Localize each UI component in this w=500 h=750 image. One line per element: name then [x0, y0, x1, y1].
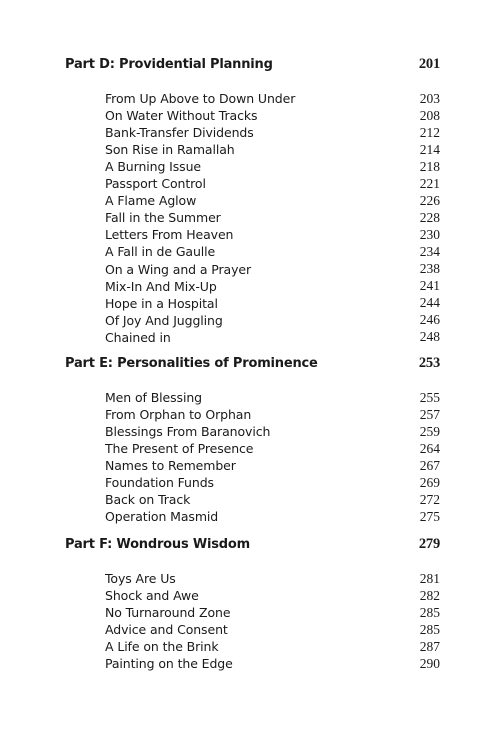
toc-entry: [105, 440, 440, 457]
entry-page-number: 203: [419, 90, 440, 106]
toc-entry: [105, 261, 440, 278]
toc-entry: [105, 638, 440, 655]
part-title: Part F: Wondrous Wisdom: [65, 536, 250, 552]
entry-page-number: 275: [419, 508, 440, 524]
toc-entry: [105, 406, 440, 423]
entry-title: A Life on the Brink: [105, 639, 219, 655]
part-page-number: 201: [418, 55, 440, 72]
entry-title: Blessings From Baranovich: [105, 424, 271, 440]
toc-entry: [105, 141, 440, 158]
entry-page-number: 255: [419, 389, 440, 405]
entry-page-number: 241: [419, 278, 440, 294]
entry-title: Letters From Heaven: [105, 227, 234, 243]
entry-page-number: 285: [419, 621, 440, 637]
toc-entry: [105, 295, 440, 312]
toc-entry: [105, 243, 440, 260]
entry-page-number: 208: [419, 107, 440, 123]
toc-entry: [105, 570, 440, 587]
toc-entry: [105, 423, 440, 440]
toc-entry: [105, 491, 440, 508]
entry-page-number: 287: [419, 638, 440, 654]
entry-title: Of Joy And Juggling: [105, 312, 223, 328]
toc-entry: [105, 90, 440, 107]
entry-title: Chained in: [105, 329, 171, 345]
entry-page-number: 218: [419, 158, 440, 174]
entry-page-number: 269: [419, 474, 440, 490]
entry-page-number: 221: [419, 175, 440, 191]
part-title: Part E: Personalities of Prominence: [65, 355, 318, 371]
entry-page-number: 238: [419, 261, 440, 276]
entry-page-number: 214: [419, 141, 440, 157]
entry-page-number: 226: [419, 192, 440, 208]
part-page-number: 279: [418, 535, 440, 552]
entry-title: Toys Are Us: [105, 571, 176, 586]
entry-title: Painting on the Edge: [105, 656, 233, 672]
toc-entry: [105, 312, 440, 329]
part-page-number: 253: [418, 354, 440, 371]
part-title: Part D: Providential Planning: [65, 56, 273, 72]
entry-title: Shock and Awe: [105, 588, 199, 604]
entry-title: Mix-In And Mix-Up: [105, 278, 217, 294]
toc-entry: [105, 124, 440, 141]
entry-title: Back on Track: [105, 492, 191, 508]
toc-entry: [105, 587, 440, 604]
entry-page-number: 230: [419, 226, 440, 242]
entry-page-number: 290: [419, 655, 440, 671]
entry-title: On Water Without Tracks: [105, 108, 258, 124]
part-heading: [65, 353, 440, 373]
part-heading: [65, 54, 440, 74]
entry-page-number: 281: [419, 570, 440, 586]
entry-title: No Turnaround Zone: [105, 605, 231, 621]
entry-title: From Up Above to Down Under: [105, 91, 296, 106]
entry-title: Men of Blessing: [105, 390, 202, 405]
toc-entry: [105, 389, 440, 406]
toc-entry: [105, 278, 440, 295]
entry-title: Fall in the Summer: [105, 210, 221, 226]
entry-page-number: 244: [419, 295, 440, 311]
toc-entry: [105, 175, 440, 192]
entry-title: On a Wing and a Prayer: [105, 261, 252, 277]
entry-page-number: 259: [419, 423, 440, 439]
entry-title: A Fall in de Gaulle: [105, 244, 216, 260]
entry-title: The Present of Presence: [105, 441, 254, 457]
entry-page-number: 228: [419, 209, 440, 225]
toc-entry: [105, 508, 440, 525]
toc-entry: [105, 107, 440, 124]
toc-entry: [105, 457, 440, 474]
entry-title: Son Rise in Ramallah: [105, 142, 235, 158]
entry-title: Bank-Transfer Dividends: [105, 125, 254, 141]
toc-entry: [105, 329, 440, 346]
entry-title: Advice and Consent: [105, 622, 228, 638]
toc-entry: [105, 209, 440, 226]
toc-entry: [105, 621, 440, 638]
entry-title: A Burning Issue: [105, 159, 201, 175]
entry-page-number: 234: [419, 243, 440, 259]
toc-entry: [105, 604, 440, 621]
entry-title: Foundation Funds: [105, 475, 214, 491]
entry-page-number: 267: [419, 457, 440, 473]
entry-title: A Flame Aglow: [105, 193, 197, 209]
entry-title: Passport Control: [105, 176, 206, 192]
entry-title: Names to Remember: [105, 458, 236, 474]
entry-page-number: 212: [419, 124, 440, 140]
entry-page-number: 285: [419, 604, 440, 620]
toc-entry: [105, 474, 440, 491]
entry-page-number: 282: [419, 587, 440, 603]
entry-title: From Orphan to Orphan: [105, 407, 252, 423]
toc-entry: [105, 192, 440, 209]
entry-title: Operation Masmid: [105, 509, 219, 525]
entry-page-number: 264: [419, 440, 440, 456]
entry-title: Hope in a Hospital: [105, 295, 218, 311]
entry-page-number: 257: [419, 406, 440, 422]
toc-entry: [105, 655, 440, 672]
part-heading: [65, 534, 440, 554]
entry-page-number: 246: [419, 312, 440, 328]
toc-entry: [105, 226, 440, 243]
entry-page-number: 248: [419, 329, 440, 345]
entry-page-number: 272: [419, 491, 440, 507]
toc-entry: [105, 158, 440, 175]
